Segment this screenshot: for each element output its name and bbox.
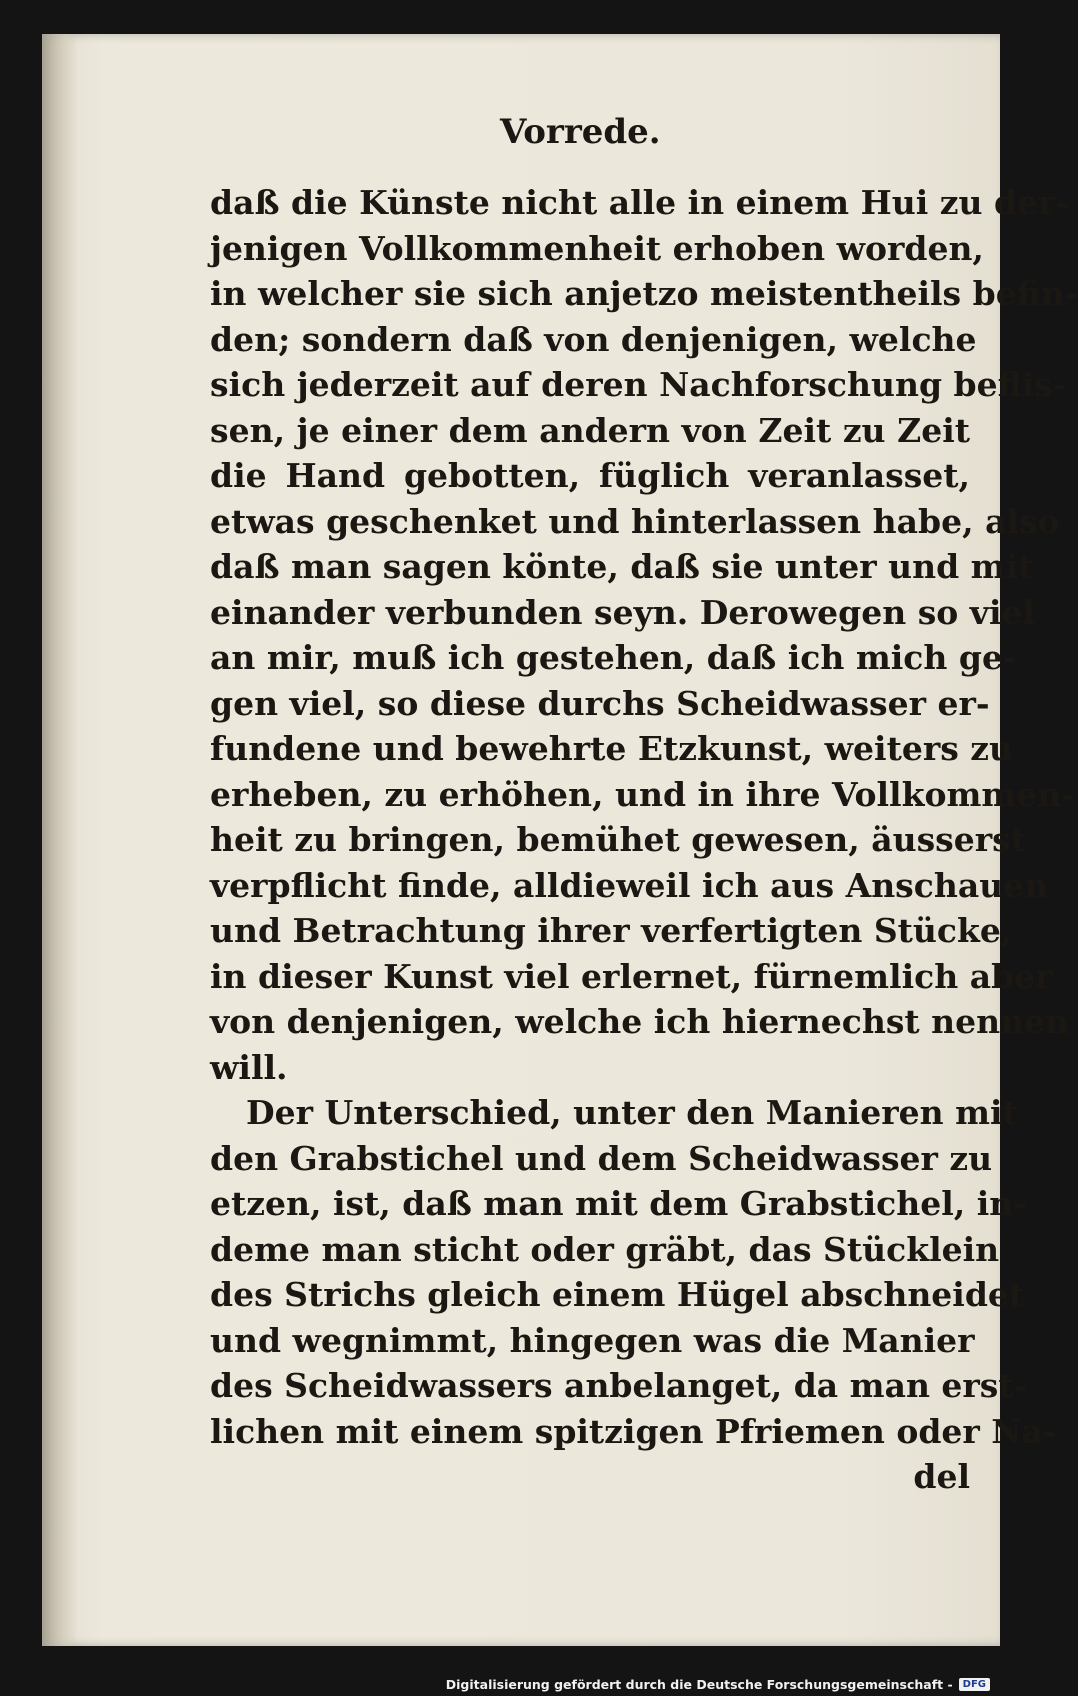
page-text <box>210 180 1078 1500</box>
running-head: Vorrede. <box>500 112 661 152</box>
text-line: in welcher sie sich anjetzo meistentheils befin- <box>210 274 1078 313</box>
text-line: deme man sticht oder gräbt, das Stücklein <box>210 1229 1000 1269</box>
text-line: etzen, ist, daß man mit dem Grabstichel, in- <box>210 1184 1027 1223</box>
text-line: Der Unterschied, unter den Manieren mit <box>246 1093 1018 1132</box>
text-line: den Grabstichel und dem Scheidwasser zu <box>210 1138 993 1178</box>
text-line: etwas geschenket und hinterlassen habe, also <box>210 501 1060 541</box>
text-line: einander verbunden seyn. Derowegen so viel <box>210 592 1036 632</box>
text-line: des Strichs gleich einem Hügel abschneidet <box>210 1275 1025 1314</box>
text-line: gen viel, so diese durchs Scheidwasser er- <box>210 683 990 723</box>
text-line: daß die Künste nicht alle in einem Hui zu der- <box>210 183 1070 222</box>
text-line: sen, je einer dem andern von Zeit zu Zeit <box>210 410 970 450</box>
text-line: und wegnimmt, hingegen was die Manier <box>210 1320 975 1360</box>
text-line: den; sondern daß von denjenigen, welche <box>210 319 977 359</box>
text-line: des Scheidwassers anbelanget, da man erst- <box>210 1366 1028 1405</box>
text-line: fundene und bewehrte Etzkunst, weiters zu <box>210 729 1014 768</box>
text-line: von denjenigen, welche ich hiernechst nennen <box>210 1002 1070 1041</box>
text-line: sich jederzeit auf deren Nachforschung beflis- <box>210 365 1067 404</box>
page-gutter-shadow <box>42 34 78 1646</box>
text-line: erheben, zu erhöhen, und in ihre Vollkommen- <box>210 774 1075 814</box>
digitization-credit <box>446 1677 990 1692</box>
dfg-logo-icon: DFG <box>959 1678 990 1691</box>
credit-text: Digitalisierung gefördert durch die Deutsche Forschungsgemeinschaft - <box>445 1677 953 1692</box>
text-line: an mir, muß ich gestehen, daß ich mich ge- <box>210 638 1017 677</box>
text-line: in dieser Kunst viel erlernet, fürnemlich aber <box>210 956 1053 996</box>
text-line: heit zu bringen, bemühet gewesen, äusserst <box>210 820 1026 859</box>
text-line: daß man sagen könte, daß sie unter und mit <box>210 547 1034 586</box>
catchword: del <box>913 1457 970 1496</box>
text-line: und Betrachtung ihrer verfertigten Stücke, <box>210 911 1013 950</box>
text-line: jenigen Vollkommenheit erhoben worden, <box>210 228 984 268</box>
text-line: lichen mit einem spitzigen Pfriemen oder Na- <box>210 1411 1057 1451</box>
text-line: die Hand gebotten, füglich veranlasset, <box>210 456 970 495</box>
text-line: will. <box>210 1047 288 1087</box>
text-line: verpflicht finde, alldieweil ich aus Anschauen <box>210 865 1049 905</box>
